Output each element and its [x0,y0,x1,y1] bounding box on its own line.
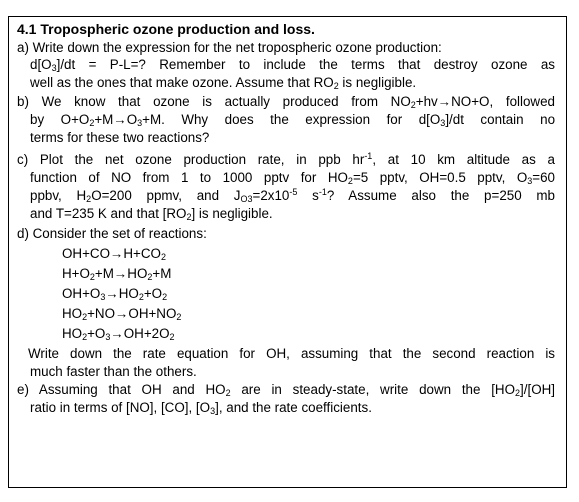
reaction-5: $HO_2+O_3\to OH+2O_2$ [62,326,175,342]
part-b-line-1: b) We know that ozone is actually produced from $NO_2+hv\to NO+O$, followed [17,94,555,110]
problem-title: 4.1 Tropospheric ozone production and loss. [17,21,315,37]
part-a-line-2: $d[O_3]/dt = P-L=$? Remember to include the terms that destroy ozone as [30,57,555,73]
part-c-line-4: and T=235 K and that $[RO_2]$ is negligible. [30,206,273,222]
reaction-1: $OH+CO\to H+CO_2$ [62,246,166,262]
part-c-line-2: function of NO from 1 to 1000 pptv for $HO_2=5$ pptv, OH=0.5 pptv, $O_3=60$ [30,170,555,186]
reaction-3: $OH+O_3\to HO_2+O_2$ [62,286,168,302]
part-d-line-3: much faster than the others. [30,364,197,379]
part-b-line-2: by $O+O_2+M\to O_3+M$. Why does the expression for $d[O_3]/dt$ contain no [30,112,556,128]
reaction-2: $H+O_2+M\to HO_2+M$ [62,266,172,282]
part-a-line-1: a) Write down the expression for the net tropospheric ozone production: [17,40,442,55]
part-c-line-3: ppbv, $H_2O=200$ ppmv, and $J_{O3}=2x10^{-5}$ $s^{-1}$? Assume also the p=250 mb [30,187,556,204]
reaction-4: $HO_2+NO\to OH+NO_2$ [62,306,182,322]
part-e-line-2: ratio in terms of [NO], [CO], $[O_3]$, and the rate coefficients. [30,400,372,416]
part-d-line-2: Write down the rate equation for OH, assuming that the second reaction is [28,346,555,361]
part-d-line-1: d) Consider the set of reactions: [17,226,207,241]
part-c-line-1: c) Plot the net ozone production rate, in ppb $hr^{-1}$, at 10 km altitude as a [17,151,555,167]
part-b-line-3: terms for these two reactions? [30,130,210,145]
part-e-line-1: e) Assuming that OH and $HO_2$ are in steady-state, write down the $[HO_2]/[OH]$ [17,382,555,398]
part-a-line-3: well as the ones that make ozone. Assume that $RO_2$ is negligible. [30,75,417,91]
